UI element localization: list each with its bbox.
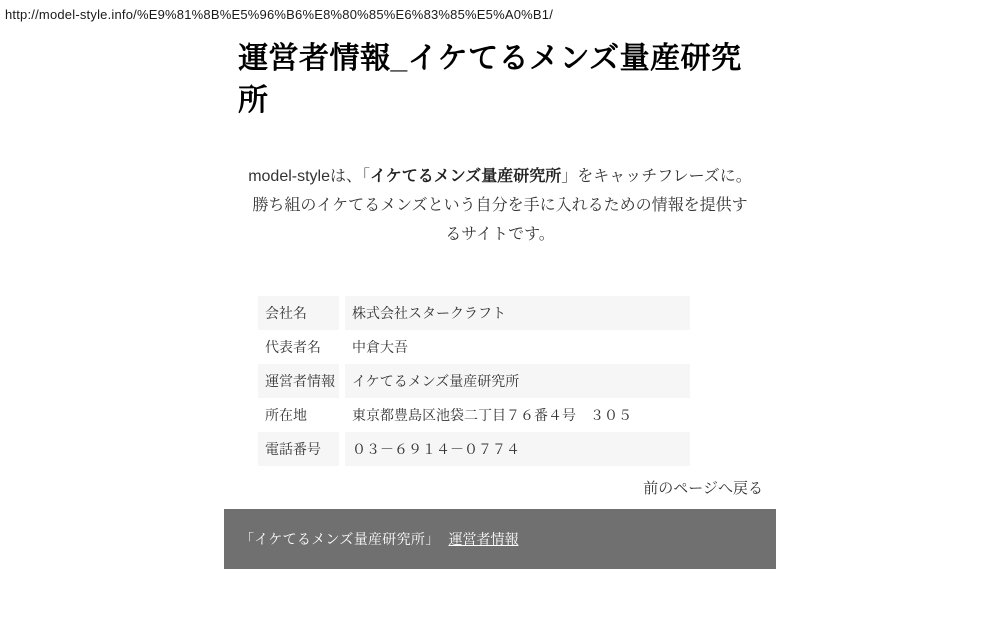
page-title: 運営者情報_イケてるメンズ量産研究所 <box>238 42 742 117</box>
row-label: 電話番号 <box>258 432 339 466</box>
intro-paragraph <box>248 162 753 249</box>
row-label: 運営者情報 <box>258 364 339 398</box>
row-label: 所在地 <box>258 398 339 432</box>
row-value: 株式会社スタークラフト <box>345 296 690 330</box>
intro-text-after: 」をキャッチフレーズに。勝ち組のイケてるメンズという自分を手に入れるための情報を提供するサイトです。 <box>252 168 752 243</box>
table-row-phone <box>258 432 690 466</box>
row-value: イケてるメンズ量産研究所 <box>345 364 690 398</box>
intro-catchphrase: イケてるメンズ量産研究所 <box>370 168 562 185</box>
table-row-company <box>258 296 690 330</box>
row-value: ０３－６９１４－０７７４ <box>345 432 690 466</box>
row-value: 東京都豊島区池袋二丁目７６番４号 ３０５ <box>345 398 690 432</box>
back-link-row <box>224 478 776 499</box>
intro-text-before: model-styleは、「 <box>248 168 371 185</box>
table-row-address <box>258 398 690 432</box>
row-value: 中倉大吾 <box>345 330 690 364</box>
table-row-representative <box>258 330 690 364</box>
main-content <box>224 0 776 569</box>
row-label: 代表者名 <box>258 330 339 364</box>
row-label: 会社名 <box>258 296 339 330</box>
footer-operator-info-link[interactable]: 運営者情報 <box>448 531 519 547</box>
back-to-previous-page-link[interactable]: 前のページへ戻る <box>643 480 763 497</box>
company-info-table <box>258 296 690 466</box>
table-row-operator <box>258 364 690 398</box>
footer <box>224 509 776 569</box>
page-url: http://model-style.info/%E9%81%8B%E5%96%B6%E8%80%85%E6%83%85%E5%A0%B1/ <box>5 7 554 22</box>
footer-site-name: 「イケてるメンズ量産研究所」 <box>240 531 440 547</box>
